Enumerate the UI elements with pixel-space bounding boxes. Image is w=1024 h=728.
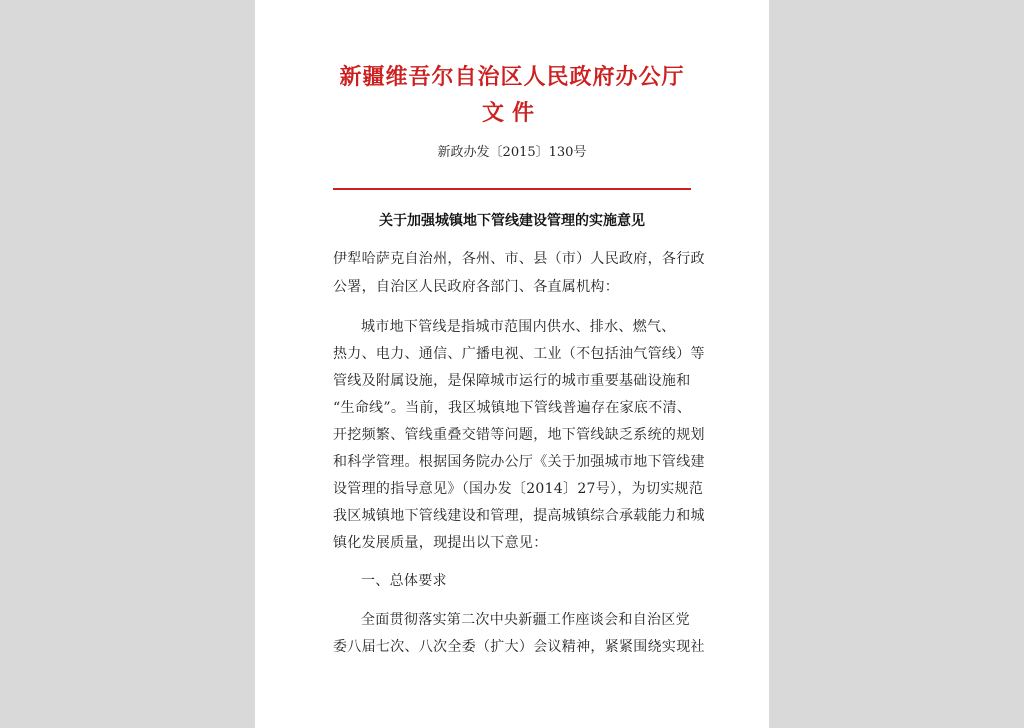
paragraph1-line-3: 管线及附属设施，是保障城市运行的城市重要基础设施和 [333, 373, 691, 389]
paragraph1-line-6: 和科学管理。根据国务院办公厅《关于加强城市地下管线建 [333, 454, 705, 470]
issuing-organization: 新疆维吾尔自治区人民政府办公厅 [339, 64, 685, 90]
paragraph1-line-8: 我区城镇地下管线建设和管理，提高城镇综合承载能力和城 [333, 508, 705, 524]
paragraph1-line-4: “生命线”。当前，我区城镇地下管线普遍存在家底不清、 [333, 400, 692, 416]
paragraph1-line-7: 设管理的指导意见》（国办发〔2014〕27号），为切实规范 [333, 481, 704, 497]
section1-heading: 一、总体要求 [361, 573, 447, 589]
document-page [255, 0, 769, 728]
document-type: 文件 [481, 100, 542, 126]
paragraph2-line-1: 全面贯彻落实第二次中央新疆工作座谈会和自治区党 [361, 612, 690, 628]
paragraph1-line-9: 镇化发展质量，现提出以下意见： [333, 535, 548, 551]
red-divider-line [333, 188, 691, 190]
addressee-line-1: 伊犁哈萨克自治州，各州、市、县（市）人民政府，各行政 [333, 251, 705, 267]
addressee-line-2: 公署，自治区人民政府各部门、各直属机构： [333, 279, 619, 295]
paragraph1-line-2: 热力、电力、通信、广播电视、工业（不包括油气管线）等 [333, 346, 705, 362]
paragraph2-line-2: 委八届七次、八次全委（扩大）会议精神，紧紧围绕实现社 [333, 639, 705, 655]
paragraph1-line-5: 开挖频繁、管线重叠交错等问题，地下管线缺乏系统的规划 [333, 427, 705, 443]
document-number: 新政办发〔2015〕130号 [437, 145, 587, 160]
paragraph1-line-1: 城市地下管线是指城市范围内供水、排水、燃气、 [361, 319, 676, 335]
document-title: 关于加强城镇地下管线建设管理的实施意见 [379, 213, 645, 229]
